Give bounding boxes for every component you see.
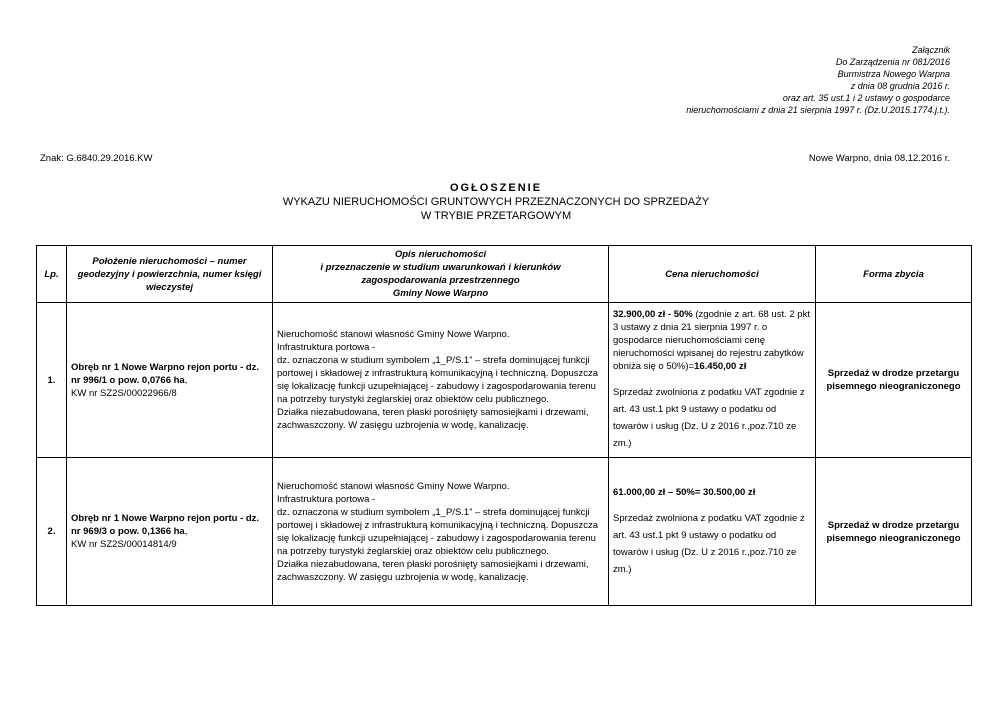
property-table [36,245,972,606]
vat-note: Sprzedaż zwolniona z podatku VAT zgodnie z art. 43 ust.1 pkt 9 ustawy o podatku od towarów i usług (Dz. U z 2016 r.,poz.710 ze zm.) [613,512,805,575]
annex-line: nieruchomościami z dnia 21 sierpnia 1997 r. (Dz.U.2015.1774.j.t.). [686,105,950,115]
annex-line: z dnia 08 grudnia 2016 r. [850,81,950,91]
header-description-line: Opis nieruchomości [394,249,487,260]
annex-note [530,44,950,116]
price-base: 32.900,00 zł - 50% [613,309,693,320]
row-price [609,458,816,606]
row-form: Sprzedaż w drodze przetargu pisemnego nieograniczonego [816,458,972,606]
document-title: OGŁOSZENIE [449,182,543,194]
table-row [37,458,972,606]
description-line: Infrastruktura portowa - [277,342,376,353]
row-location [67,458,273,606]
description-line: Infrastruktura portowa - [277,493,376,505]
price-calculation: 61.000,00 zł – 50%= 30.500,00 zł [613,486,756,498]
description-line: dz. oznaczona w studium symbolem „1_P/S.1” – strefa dominującej funkcji portowej i składowej z infrastrukturą komunikacyjną i techniczną. Dopuszcza się lokalizację funkcji uzupełniającej - zabudowy i zagospodarowania terenu na potrzeby turystyki żeglarskiej oraz obiektów celu publicznego. [277,355,599,405]
description-line: Nieruchomość stanowi własność Gminy Nowe Warpno. [277,329,510,340]
description-line: Działka niezabudowana, teren płaski porośnięty samosiejkami i drzewami, zachwaszczony. W zasięgu uzbrojenia w wodę, kanalizację. [277,407,589,431]
header-location: Położenie nieruchomości – numer geodezyjny i powierzchnia, numer księgi wieczystej [67,246,273,303]
table-header-row [37,246,972,303]
row-form: Sprzedaż w drodze przetargu pisemnego nieograniczonego [816,303,972,458]
description-line: Działka niezabudowana, teren płaski porośnięty samosiejkami i drzewami, zachwaszczony. W zasięgu uzbrojenia w wodę, kanalizację. [277,558,589,583]
price-result: 16.450,00 zł [694,361,747,372]
row-description [273,458,609,606]
header-description-line: Gminy Nowe Warpno [392,288,489,299]
row-lp: 1. [37,303,67,458]
place-date: Nowe Warpno, dnia 08.12.2016 r. [808,153,950,164]
header-price: Cena nieruchomości [609,246,816,303]
location-sep: , [184,374,188,386]
row-description [273,303,609,458]
vat-note: Sprzedaż zwolniona z podatku VAT zgodnie z art. 43 ust.1 pkt 9 ustawy o podatku od towarów i usług (Dz. U z 2016 r.,poz.710 ze zm.) [613,387,805,449]
row-lp: 2. [37,458,67,606]
document-subtitle-2: W TRYBIE PRZETARGOWYM [420,210,572,222]
location-sep: , [184,526,188,537]
header-description [273,246,609,303]
price-explanation: (zgodnie z art. 68 ust. 2 pkt 3 ustawy z dnia 21 sierpnia 1997 r. o gospodarce nieruchomościami cenę nieruchomości wpisanej do rejestru zabytków obniża się o 50%)= [613,309,810,372]
location-plot: Obręb nr 1 Nowe Warpno rejon portu - dz. nr 996/1 o pow. 0,0766 ha [71,361,260,386]
land-register-number: KW nr SZ2S/00014814/9 [71,539,177,550]
annex-line: Do Zarządzenia nr 081/2016 [835,57,950,67]
annex-line: oraz art. 35 ust.1 i 2 ustawy o gospodarce [782,93,950,103]
row-location [67,303,273,458]
annex-line: Burmistrza Nowego Warpna [837,69,950,79]
header-lp: Lp. [37,246,67,303]
header-description-line: i przeznaczenie w studium uwarunkowań i kierunków zagospodarowania przestrzennego [320,262,561,286]
document-heading [0,181,992,223]
description-line: dz. oznaczona w studium symbolem „1_P/S.1” – strefa dominującej funkcji portowej i składowej z infrastrukturą komunikacyjną i techniczną. Dopuszcza się lokalizację funkcji uzupełniającej - zabudowy i zagospodarowania terenu na potrzeby turystyki żeglarskiej oraz obiektów celu publicznego. [277,506,599,557]
header-form: Forma zbycia [816,246,972,303]
table-row [37,303,972,458]
reference-number: Znak: G.6840.29.2016.KW [40,153,153,164]
row-price [609,303,816,458]
annex-line: Załącznik [911,45,950,55]
price-calculation [613,308,811,373]
land-register-number: KW nr SZ2S/00022966/8 [71,387,177,399]
location-plot: Obręb nr 1 Nowe Warpno rejon portu - dz. nr 969/3 o pow. 0,1366 ha [71,513,260,537]
document-subtitle: WYKAZU NIERUCHOMOŚCI GRUNTOWYCH PRZEZNACZONYCH DO SPRZEDAŻY [282,196,710,208]
description-line: Nieruchomość stanowi własność Gminy Nowe Warpno. [277,480,510,492]
